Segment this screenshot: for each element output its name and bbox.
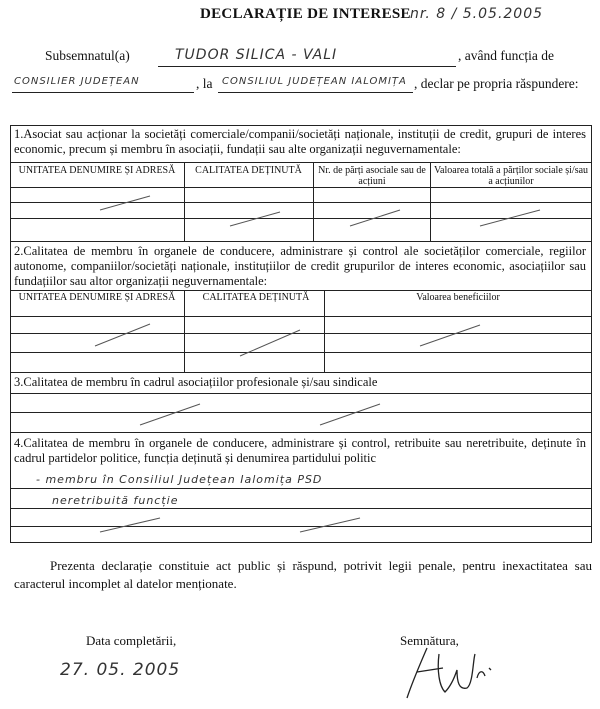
document-title: DECLARAȚIE DE INTERESE: [200, 6, 411, 22]
institutia-value: CONSILIUL JUDEȚEAN IALOMIȚA: [222, 76, 407, 87]
s1-col-unitatea: UNITATEA DENUMIRE ȘI ADRESĂ: [18, 165, 176, 176]
signature-label: Semnătura,: [400, 633, 459, 648]
la-label: , la: [196, 76, 213, 91]
subsemnatul-label: Subsemnatul(a): [45, 48, 130, 63]
section2-heading: 2.Calitatea de membru în organele de conducere, administrare și control ale societăților comerciale, regiilor autonome, companiilor/societăți naționale, instituțiilor de credit grupurilor de interes economic, asociațiilor sau fundațiilor sau altor organizații neguvernamentale:: [14, 244, 586, 288]
date-label: Data completării,: [86, 633, 177, 648]
handwritten-signature: [395, 640, 505, 705]
s2-col-unitatea: UNITATEA DENUMIRE ȘI ADRESĂ: [18, 292, 176, 303]
legal-statement: Prezenta declarație constituie act public și răspund, potrivit legii penale, pentru inexactitatea sau caracterul incomplet al datelor menționate.: [14, 558, 592, 591]
section4-heading: 4.Calitatea de membru în organele de conducere, administrare și control, retribuite sau neretribuite, deținute în cadrul partidelor politice, funcția deținută și denumirea partidului politic: [14, 436, 586, 465]
section4-entry-line2: neretribuită funcție: [52, 494, 179, 507]
s2-col-valoarea: Valoarea beneficiilor: [416, 292, 500, 303]
avand-functia-label: , având funcția de: [458, 48, 554, 63]
registration-number: nr. 8 / 5.05.2005: [410, 6, 544, 22]
section4-entry-line1: - membru în Consiliul Județean Ialomița PSD: [36, 473, 323, 486]
s1-col-valoarea: Valoarea totală a părților sociale și/sau a acțiunilor: [433, 165, 589, 187]
declar-label: , declar pe propria răspundere:: [414, 76, 579, 91]
declarant-name: TUDOR SILICA - VALI: [175, 47, 338, 63]
completion-date: 27. 05. 2005: [60, 660, 181, 680]
section3-heading: 3.Calitatea de membru în cadrul asociațiilor profesionale și/sau sindicale: [14, 375, 378, 389]
s1-col-nr-parti: Nr. de părți asociale sau de acțiuni: [318, 165, 426, 187]
s2-col-calitatea: CALITATEA DEȚINUTĂ: [202, 292, 310, 303]
functia-value: CONSILIER JUDEȚEAN: [14, 76, 140, 87]
section1-heading: 1.Asociat sau acționar la societăți comerciale/companii/societăți naționale, instituții de credit, grupuri de interes economic, precum și membru în asociații, fundații sau alte organizații neguvernamentale:: [14, 127, 586, 156]
s1-col-calitatea: CALITATEA DEȚINUTĂ: [195, 165, 302, 176]
